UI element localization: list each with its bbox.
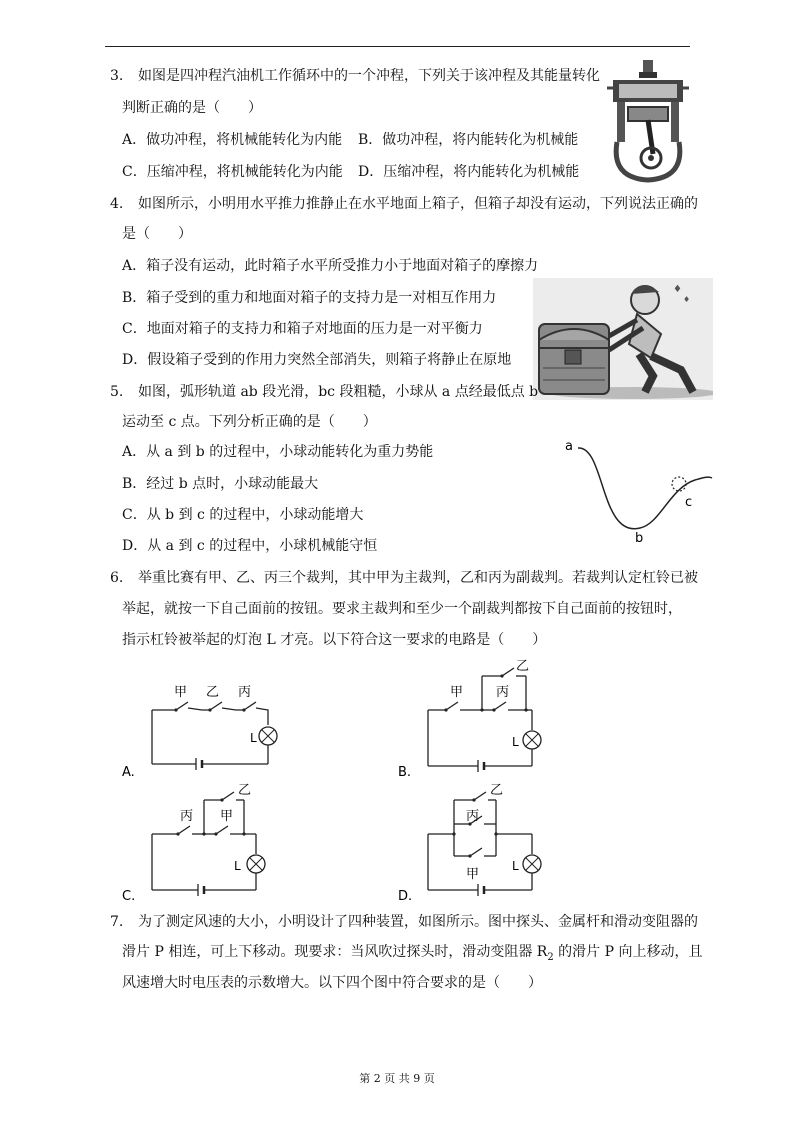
q5-option-d: D．从 a 到 c 的过程中，小球机械能守恒: [122, 538, 378, 554]
q5-option-b: B．经过 b 点时，小球动能最大: [122, 476, 319, 492]
circuit-c: [118, 780, 278, 904]
page-footer: 第 2 页 共 9 页: [359, 1072, 435, 1085]
q7-stem-line2: [122, 942, 702, 968]
circuit-c-lamp-label: L: [234, 859, 241, 873]
engine-cylinder-figure: [605, 58, 690, 183]
q7-stem-line2-tail: 的滑片 P 向上移动，且: [553, 944, 703, 960]
label-a: a: [565, 439, 573, 454]
circuit-b-bing-label: 丙: [496, 685, 510, 700]
circuit-d-bing-label: 丙: [466, 809, 480, 824]
circuit-a-label: A.: [122, 765, 135, 780]
boy-pushing-box-illustration: [533, 278, 713, 400]
label-c: c: [685, 495, 693, 510]
circuit-c-label: C.: [122, 889, 136, 904]
q4-number: 4.: [110, 196, 124, 212]
q7-stem-text: 为了测定风速的大小，小明设计了四种装置，如图所示。图中探头、金属杆和滑动变阻器的: [138, 914, 698, 930]
circuit-d-lamp-label: L: [512, 859, 519, 873]
q3-stem-text: 如图是四冲程汽油机工作循环中的一个冲程，下列关于该冲程及其能量转化: [138, 68, 600, 84]
q5-option-a: A．从 a 到 b 的过程中，小球动能转化为重力势能: [122, 444, 434, 460]
circuit-a-jia-label: 甲: [174, 685, 188, 700]
q7-stem-line3: 风速增大时电压表的示数增大。以下四个图中符合要求的是（ ）: [122, 975, 542, 991]
q4-option-d: D．假设箱子受到的作用力突然全部消失，则箱子将静止在原地: [122, 352, 512, 368]
q4-option-a: A．箱子没有运动，此时箱子水平所受推力小于地面对箱子的摩擦力: [122, 258, 539, 274]
arc-track-figure: [560, 428, 720, 548]
q5-number: 5.: [110, 384, 124, 400]
circuit-d: [398, 780, 558, 904]
q7-number: 7.: [110, 914, 124, 930]
svg-text:♦: ♦: [683, 295, 691, 304]
q4-stem-line2: 是（ ）: [122, 226, 192, 242]
circuit-d-yi-label: 乙: [490, 783, 504, 798]
q5-stem-line1: [110, 382, 538, 402]
q5-stem-line2: 运动至 c 点。下列分析正确的是（ ）: [122, 414, 377, 430]
circuit-b-yi-label: 乙: [516, 659, 530, 674]
circuit-a-bing-label: 丙: [238, 685, 252, 700]
q4-stem-line1: [110, 194, 698, 214]
q7-r2-subscript: 2: [547, 951, 554, 963]
q4-option-c: C．地面对箱子的支持力和箱子对地面的压力是一对平衡力: [122, 321, 483, 337]
header-rule: [105, 46, 690, 47]
q4-option-b: B．箱子受到的重力和地面对箱子的支持力是一对相互作用力: [122, 290, 497, 306]
circuit-b-label: B.: [398, 765, 412, 780]
circuit-b: [398, 656, 558, 780]
q3-number: 3.: [110, 68, 124, 84]
q3-option-a: A．做功冲程，将机械能转化为内能: [122, 132, 343, 148]
label-b: b: [635, 531, 644, 546]
circuit-a-yi-label: 乙: [206, 685, 220, 700]
circuit-c-jia-label: 甲: [220, 809, 234, 824]
q6-stem-line3: 指示杠铃被举起的灯泡 L 才亮。以下符合这一要求的电路是（ ）: [122, 632, 547, 648]
q6-stem-line2: 举起，就按一下自己面前的按钮。要求主裁判和至少一个副裁判都按下自己面前的按钮时，: [122, 601, 682, 617]
q3-option-b: B．做功冲程，将内能转化为机械能: [358, 132, 579, 148]
circuit-d-jia-label: 甲: [466, 867, 480, 882]
circuit-a-lamp-label: L: [250, 731, 257, 745]
circuit-b-jia-label: 甲: [450, 685, 464, 700]
q5-option-c: C．从 b 到 c 的过程中，小球动能增大: [122, 507, 364, 523]
circuit-d-label: D.: [398, 889, 413, 904]
q7-stem-line2-text: 滑片 P 相连，可上下移动。现要求：当风吹过探头时，滑动变阻器 R: [122, 944, 548, 960]
circuit-c-yi-label: 乙: [238, 783, 252, 798]
circuit-b-lamp-label: L: [512, 735, 519, 749]
q4-stem-text: 如图所示，小明用水平推力推静止在水平地面上箱子，但箱子却没有运动，下列说法正确的: [138, 196, 698, 212]
q5-stem-text: 如图，弧形轨道 ab 段光滑，bc 段粗糙，小球从 a 点经最低点 b: [138, 384, 539, 400]
q6-stem-text: 举重比赛有甲、乙、丙三个裁判，其中甲为主裁判，乙和丙为副裁判。若裁判认定杠铃已被: [138, 570, 698, 586]
circuit-c-bing-label: 丙: [180, 809, 194, 824]
q3-stem-line1: [110, 66, 600, 86]
q6-number: 6.: [110, 570, 124, 586]
q6-stem-line1: [110, 568, 698, 588]
q7-stem-line1: [110, 912, 698, 932]
circuit-a: [118, 680, 278, 780]
q3-option-c: C．压缩冲程，将机械能转化为内能: [122, 164, 343, 180]
svg-text:♦: ♦: [673, 284, 682, 295]
q3-stem-line2: 判断正确的是（ ）: [122, 100, 262, 116]
q3-option-d: D．压缩冲程，将内能转化为机械能: [358, 164, 580, 180]
